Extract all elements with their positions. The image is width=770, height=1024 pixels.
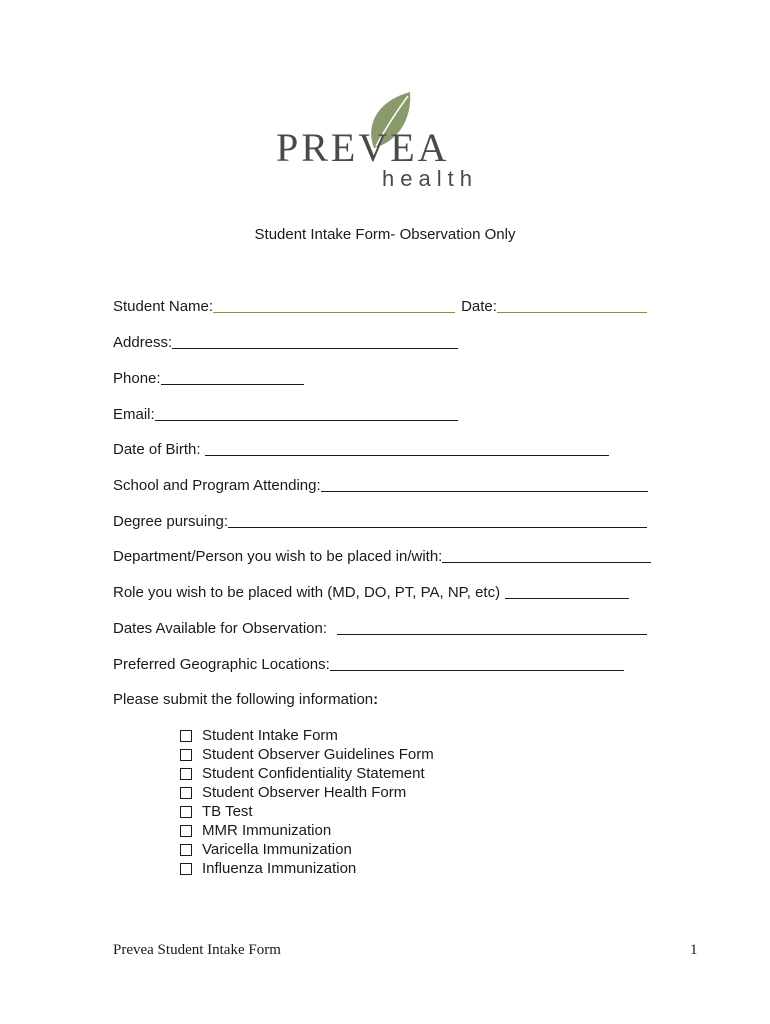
form-title: Student Intake Form- Observation Only [254, 226, 516, 243]
email-row [113, 406, 458, 423]
page-number: 1 [690, 942, 698, 958]
checklist-item [180, 802, 434, 821]
address-row [113, 334, 458, 351]
checkbox[interactable] [180, 844, 192, 856]
checklist-item [180, 783, 434, 802]
checkbox[interactable] [180, 749, 192, 761]
checklist-item-label: Varicella Immunization [202, 841, 352, 858]
locations-label: Preferred Geographic Locations: [113, 656, 330, 673]
degree-field[interactable] [228, 513, 647, 528]
checkbox[interactable] [180, 825, 192, 837]
checkbox[interactable] [180, 863, 192, 875]
dob-row [113, 441, 609, 458]
role-field[interactable] [505, 584, 629, 599]
date-label: Date: [461, 298, 497, 315]
checklist-item-label: MMR Immunization [202, 822, 332, 839]
submit-heading-colon: : [373, 691, 379, 708]
checklist-item [180, 840, 434, 859]
submit-heading [113, 691, 378, 708]
prevea-health-logo [276, 90, 496, 195]
address-label: Address: [113, 334, 173, 351]
phone-field[interactable] [161, 370, 304, 385]
department-label: Department/Person you wish to be placed in/with: [113, 548, 443, 565]
checklist-item-label: TB Test [202, 803, 253, 820]
submit-heading-text: Please submit the following information [113, 691, 374, 708]
date-field[interactable] [497, 298, 647, 313]
checklist-item-label: Student Observer Health Form [202, 784, 407, 801]
dates-available-field[interactable] [337, 620, 647, 635]
address-field[interactable] [172, 334, 458, 349]
student-name-label: Student Name: [113, 298, 214, 315]
department-field[interactable] [442, 548, 651, 563]
submission-checklist [180, 726, 434, 878]
department-row [113, 548, 651, 565]
dates-available-row [113, 620, 647, 637]
checklist-item [180, 859, 434, 878]
checklist-item-label: Student Observer Guidelines Form [202, 746, 434, 763]
checklist-item [180, 821, 434, 840]
logo-subtitle: health [382, 166, 478, 191]
checkbox[interactable] [180, 730, 192, 742]
checklist-item [180, 745, 434, 764]
checklist-item [180, 764, 434, 783]
role-label: Role you wish to be placed with (MD, DO, PT, PA, NP, etc) [113, 584, 501, 601]
degree-row [113, 513, 647, 530]
checkbox[interactable] [180, 768, 192, 780]
email-field[interactable] [155, 406, 458, 421]
school-label: School and Program Attending: [113, 477, 321, 494]
dob-label: Date of Birth: [113, 441, 201, 458]
phone-row [113, 370, 304, 387]
degree-label: Degree pursuing: [113, 513, 229, 530]
dob-field[interactable] [205, 441, 609, 456]
school-row [113, 477, 648, 494]
student-name-field[interactable] [213, 298, 455, 313]
checklist-item-label: Influenza Immunization [202, 860, 357, 877]
role-row [113, 584, 629, 601]
locations-field[interactable] [330, 656, 624, 671]
checklist-item-label: Student Intake Form [202, 727, 338, 744]
checkbox[interactable] [180, 806, 192, 818]
checklist-item [180, 726, 434, 745]
email-label: Email: [113, 406, 155, 423]
student-name-row [113, 298, 647, 315]
dates-available-label: Dates Available for Observation: [113, 620, 328, 637]
school-field[interactable] [321, 477, 648, 492]
checkbox[interactable] [180, 787, 192, 799]
footer-title: Prevea Student Intake Form [113, 942, 281, 958]
phone-label: Phone: [113, 370, 161, 387]
logo-wordmark: PREVEA [276, 125, 450, 170]
locations-row [113, 656, 624, 673]
checklist-item-label: Student Confidentiality Statement [202, 765, 425, 782]
